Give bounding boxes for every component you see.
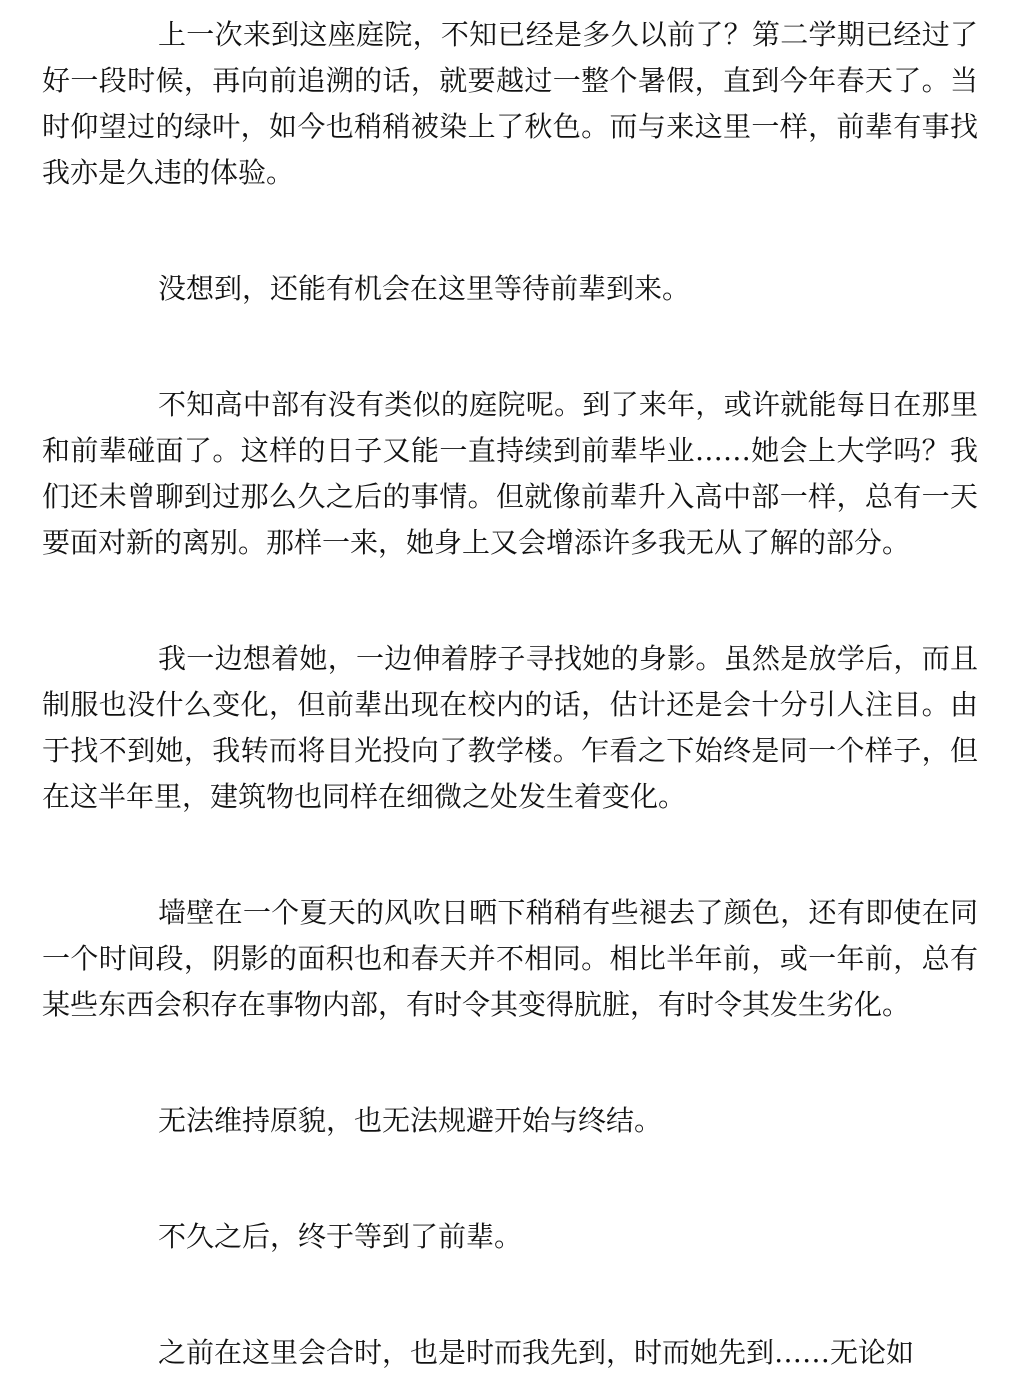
paragraph-8: 之前在这里会合时，也是时而我先到，时而她先到……无论如 xyxy=(158,1336,915,1369)
paragraph-1: 上一次来到这座庭院，不知已经是多久以前了？第二学期已经过了好一段时候，再向前追溯的话，就要越过一整个暑假，直到今年春天了。当时仰望过的绿叶，如今也稍稍被染上了秋色。而与来这里一样，前辈有事找我亦是久违的体验。 xyxy=(42,18,978,189)
paragraph-2: 没想到，还能有机会在这里等待前辈到来。 xyxy=(158,272,691,305)
paragraph-7: 不久之后，终于等到了前辈。 xyxy=(158,1220,523,1253)
paragraph-5: 墙壁在一个夏天的风吹日晒下稍稍有些褪去了颜色，还有即使在同一个时间段，阴影的面积也和春天并不相同。相比半年前，或一年前，总有某些东西会积存在事物内部，有时令其变得肮脏，有时令其发生劣化。 xyxy=(42,896,978,1021)
paragraph-3: 不知高中部有没有类似的庭院呢。到了来年，或许就能每日在那里和前辈碰面了。这样的日子又能一直持续到前辈毕业……她会上大学吗？我们还未曾聊到过那么久之后的事情。但就像前辈升入高中部一样，总有一天要面对新的离别。那样一来，她身上又会增添许多我无从了解的部分。 xyxy=(42,388,978,559)
paragraph-6: 无法维持原貌，也无法规避开始与终结。 xyxy=(158,1104,663,1137)
paragraph-4: 我一边想着她，一边伸着脖子寻找她的身影。虽然是放学后，而且制服也没什么变化，但前辈出现在校内的话，估计还是会十分引人注目。由于找不到她，我转而将目光投向了教学楼。乍看之下始终是同一个样子，但在这半年里，建筑物也同样在细微之处发生着变化。 xyxy=(42,642,978,813)
